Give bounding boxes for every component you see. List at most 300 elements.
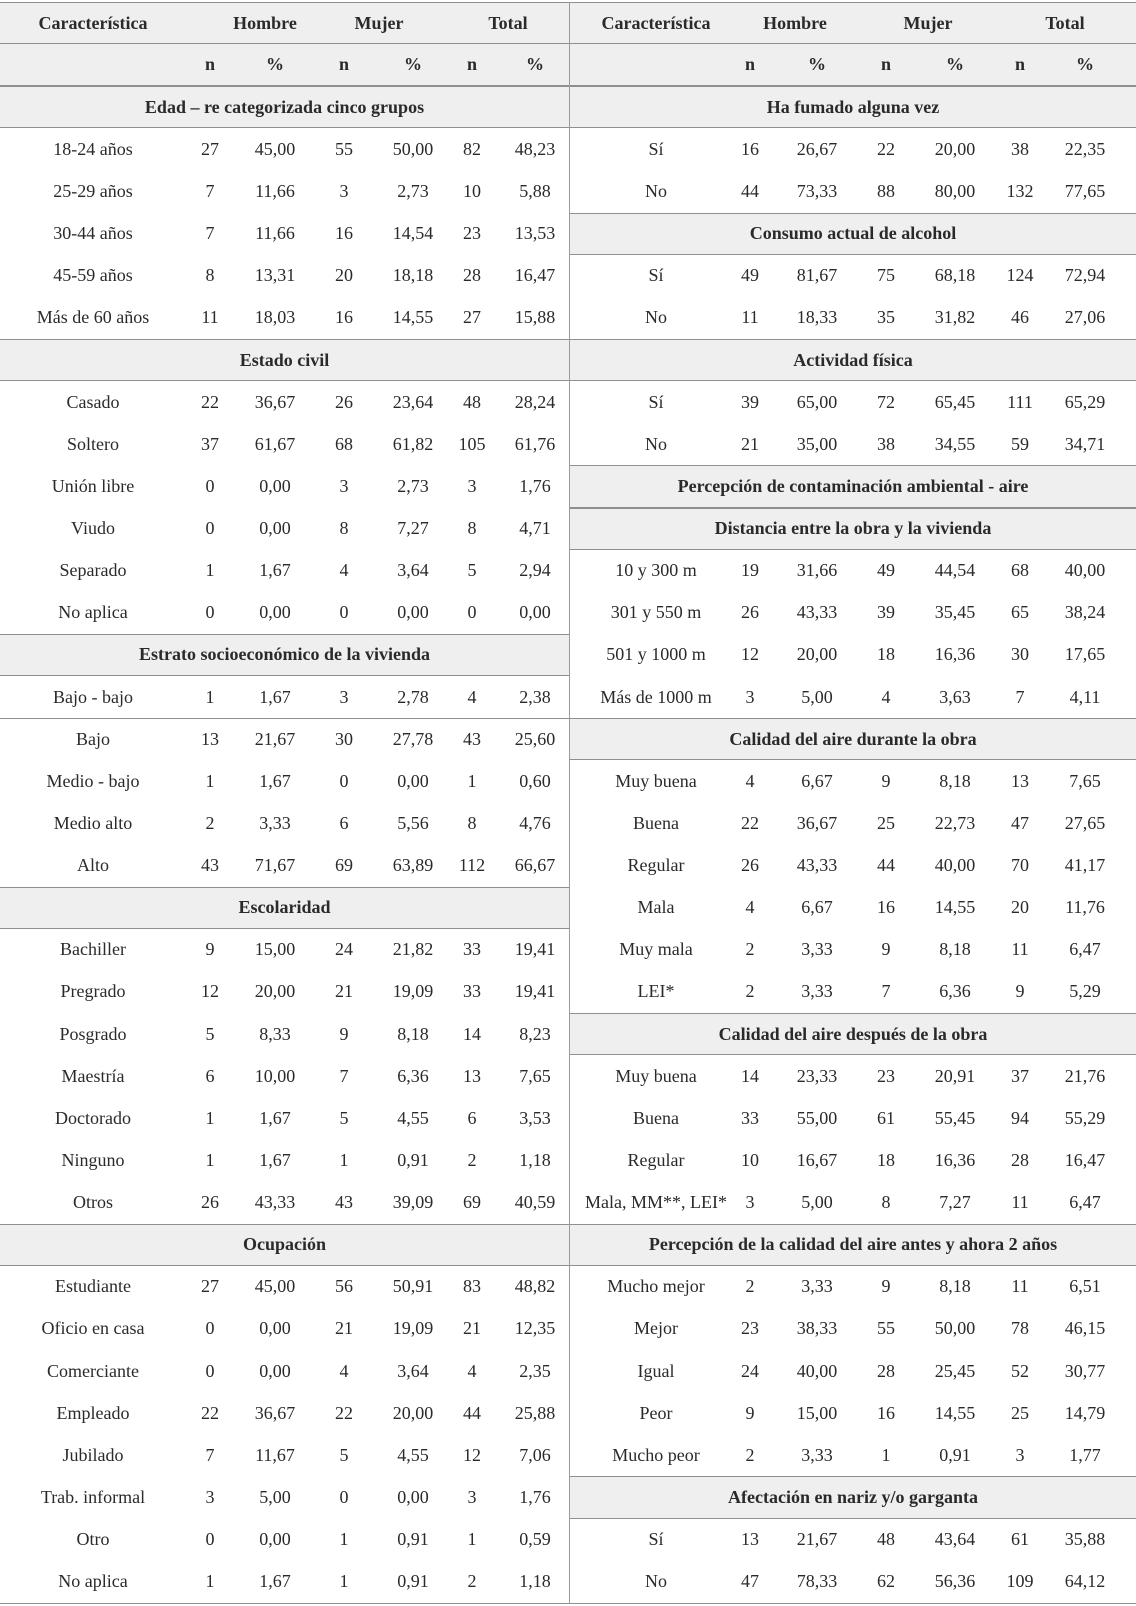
total-n: 82 xyxy=(463,138,481,159)
men-percent: 3,33 xyxy=(801,1276,833,1297)
men-n: 8 xyxy=(205,265,215,286)
women-n: 62 xyxy=(877,1571,895,1592)
men-n: 47 xyxy=(741,1571,759,1592)
women-n: 8 xyxy=(339,518,349,539)
total-percent: 2,94 xyxy=(519,560,551,581)
row-label: Soltero xyxy=(67,433,119,454)
row-label: Regular xyxy=(627,1149,685,1170)
total-percent: 72,94 xyxy=(1064,265,1106,286)
total-percent: 25,88 xyxy=(514,1402,556,1423)
table-row xyxy=(0,465,569,507)
women-n: 22 xyxy=(335,1402,353,1423)
total-percent: 11,76 xyxy=(1065,897,1105,918)
table-row xyxy=(570,1434,1136,1476)
men-percent: 36,67 xyxy=(254,391,296,412)
men-n: 2 xyxy=(745,1276,755,1297)
total-n: 23 xyxy=(463,223,481,244)
row-label: Otros xyxy=(73,1192,113,1213)
header-row-units xyxy=(0,44,569,86)
header-characteristic: Característica xyxy=(38,12,148,33)
total-n: 14 xyxy=(463,1023,481,1044)
men-n: 7 xyxy=(205,1444,215,1465)
men-percent: 45,00 xyxy=(254,1276,296,1297)
total-n: 65 xyxy=(1011,602,1029,623)
women-n: 44 xyxy=(877,855,895,876)
total-n: 0 xyxy=(467,602,477,623)
women-percent: 0,91 xyxy=(397,1571,429,1592)
header-men: Hombre xyxy=(763,12,827,33)
table-row xyxy=(0,550,569,592)
men-n: 49 xyxy=(741,265,759,286)
row-label: Buena xyxy=(633,812,679,833)
women-n: 16 xyxy=(877,897,895,918)
men-n: 9 xyxy=(745,1402,755,1423)
table-row xyxy=(0,1266,569,1308)
women-percent: 65,45 xyxy=(934,391,976,412)
header-n: n xyxy=(338,54,349,75)
men-percent: 8,33 xyxy=(259,1023,291,1044)
table-row xyxy=(0,423,569,465)
header-percent: % xyxy=(1076,54,1094,75)
row-label: Más de 1000 m xyxy=(600,686,712,707)
section-title-text: Percepción de contaminación ambiental - aire xyxy=(677,475,1029,496)
total-n: 13 xyxy=(463,1065,481,1086)
table-row xyxy=(570,255,1136,297)
men-percent: 1,67 xyxy=(259,560,291,581)
men-percent: 73,33 xyxy=(796,181,838,202)
men-n: 19 xyxy=(741,560,759,581)
table-row xyxy=(0,213,569,255)
section-title-text: Distancia entre la obra y la vivienda xyxy=(714,518,992,539)
table-row xyxy=(570,1182,1136,1224)
women-percent: 27,78 xyxy=(392,729,434,750)
men-percent: 5,00 xyxy=(801,1192,833,1213)
total-percent: 12,35 xyxy=(514,1318,556,1339)
men-percent: 21,67 xyxy=(796,1529,838,1550)
table-row xyxy=(0,1013,569,1055)
total-percent: 27,65 xyxy=(1064,812,1106,833)
row-label: Estudiante xyxy=(55,1276,131,1297)
total-n: 7 xyxy=(1015,686,1025,707)
total-percent: 1,76 xyxy=(519,1486,551,1507)
men-n: 1 xyxy=(205,560,215,581)
men-n: 12 xyxy=(201,981,219,1002)
row-label: Mejor xyxy=(634,1318,678,1339)
women-percent: 44,54 xyxy=(934,560,976,581)
men-percent: 3,33 xyxy=(801,939,833,960)
men-n: 0 xyxy=(205,1360,215,1381)
women-n: 9 xyxy=(339,1023,349,1044)
women-n: 5 xyxy=(339,1107,349,1128)
header-n: n xyxy=(1014,54,1025,75)
header-percent: % xyxy=(946,54,964,75)
women-n: 3 xyxy=(339,686,349,707)
women-percent: 7,27 xyxy=(397,518,429,539)
women-n: 18 xyxy=(877,1149,895,1170)
total-percent: 61,76 xyxy=(514,433,556,454)
men-n: 1 xyxy=(205,770,215,791)
women-percent: 6,36 xyxy=(397,1065,429,1086)
women-n: 38 xyxy=(877,433,895,454)
total-n: 8 xyxy=(467,812,477,833)
women-percent: 16,36 xyxy=(934,644,976,665)
women-n: 7 xyxy=(339,1065,349,1086)
men-n: 23 xyxy=(741,1318,759,1339)
women-n: 21 xyxy=(335,1318,353,1339)
men-percent: 23,33 xyxy=(796,1065,838,1086)
table-row xyxy=(0,297,569,339)
women-n: 1 xyxy=(339,1149,349,1170)
section-title xyxy=(570,86,1136,128)
women-percent: 3,64 xyxy=(397,560,429,581)
row-label: Peor xyxy=(639,1402,673,1423)
men-n: 3 xyxy=(205,1486,215,1507)
table-row xyxy=(0,1182,569,1224)
men-n: 9 xyxy=(205,939,215,960)
women-n: 16 xyxy=(335,307,353,328)
row-label: Buena xyxy=(633,1107,679,1128)
table-row xyxy=(0,381,569,423)
women-percent: 6,36 xyxy=(939,981,971,1002)
total-n: 3 xyxy=(467,1486,477,1507)
row-label: LEI* xyxy=(637,981,675,1002)
table-row xyxy=(0,1561,569,1603)
total-percent: 65,29 xyxy=(1064,391,1106,412)
total-n: 21 xyxy=(463,1318,481,1339)
women-percent: 35,45 xyxy=(934,602,976,623)
table-row xyxy=(570,592,1136,634)
row-label: Pregrado xyxy=(60,981,126,1002)
table-row xyxy=(0,1434,569,1476)
section-title xyxy=(0,634,569,676)
men-n: 24 xyxy=(741,1360,759,1381)
row-label: No aplica xyxy=(58,602,128,623)
total-n: 30 xyxy=(1011,644,1029,665)
women-percent: 19,09 xyxy=(392,1318,434,1339)
men-percent: 31,66 xyxy=(796,560,838,581)
women-percent: 5,56 xyxy=(397,812,429,833)
men-percent: 3,33 xyxy=(801,981,833,1002)
row-label: Muy buena xyxy=(615,1065,697,1086)
total-n: 33 xyxy=(463,939,481,960)
men-percent: 0,00 xyxy=(259,602,291,623)
women-percent: 25,45 xyxy=(934,1360,976,1381)
row-label: Muy buena xyxy=(615,770,697,791)
table-row xyxy=(570,1308,1136,1350)
table-row xyxy=(0,1097,569,1139)
women-n: 0 xyxy=(339,770,349,791)
men-n: 16 xyxy=(741,138,759,159)
men-percent: 11,66 xyxy=(255,181,295,202)
total-percent: 38,24 xyxy=(1064,602,1106,623)
women-percent: 20,00 xyxy=(934,138,976,159)
women-n: 1 xyxy=(339,1571,349,1592)
women-n: 4 xyxy=(339,560,349,581)
row-label: 18-24 años xyxy=(53,138,133,159)
total-percent: 14,79 xyxy=(1064,1402,1106,1423)
men-n: 4 xyxy=(745,897,755,918)
women-percent: 14,54 xyxy=(392,223,434,244)
total-n: 11 xyxy=(1011,1276,1029,1297)
header-n: n xyxy=(744,54,755,75)
table-row xyxy=(570,971,1136,1013)
women-percent: 23,64 xyxy=(392,391,434,412)
total-percent: 7,65 xyxy=(1069,770,1101,791)
total-n: 27 xyxy=(463,307,481,328)
total-percent: 6,47 xyxy=(1069,1192,1101,1213)
section-title xyxy=(0,1224,569,1266)
section-title-text: Edad – re categorizada cinco grupos xyxy=(144,96,425,117)
row-label: Igual xyxy=(637,1360,675,1381)
row-label: No xyxy=(645,307,667,328)
women-n: 3 xyxy=(339,475,349,496)
section-title xyxy=(570,1476,1136,1518)
row-label: 30-44 años xyxy=(53,223,133,244)
men-n: 2 xyxy=(745,939,755,960)
men-percent: 3,33 xyxy=(801,1444,833,1465)
total-percent: 0,60 xyxy=(519,770,551,791)
table-row xyxy=(570,381,1136,423)
women-n: 35 xyxy=(877,307,895,328)
total-percent: 4,76 xyxy=(519,812,551,833)
table-row xyxy=(570,845,1136,887)
women-n: 3 xyxy=(339,181,349,202)
header-n: n xyxy=(204,54,215,75)
women-percent: 0,00 xyxy=(397,1486,429,1507)
total-n: 11 xyxy=(1011,1192,1029,1213)
total-n: 5 xyxy=(467,560,477,581)
row-label: Otro xyxy=(76,1529,110,1550)
women-n: 9 xyxy=(881,770,891,791)
women-n: 21 xyxy=(335,981,353,1002)
women-n: 16 xyxy=(877,1402,895,1423)
total-percent: 25,60 xyxy=(514,729,556,750)
men-n: 1 xyxy=(205,686,215,707)
total-n: 38 xyxy=(1011,138,1029,159)
women-n: 0 xyxy=(339,602,349,623)
section-title xyxy=(570,465,1136,507)
header-percent: % xyxy=(404,54,422,75)
women-percent: 55,45 xyxy=(934,1107,976,1128)
women-percent: 40,00 xyxy=(934,855,976,876)
men-percent: 45,00 xyxy=(254,138,296,159)
women-n: 24 xyxy=(335,939,353,960)
row-label: Jubilado xyxy=(62,1444,124,1465)
women-percent: 68,18 xyxy=(934,265,976,286)
men-percent: 43,33 xyxy=(796,602,838,623)
row-label: No aplica xyxy=(58,1571,128,1592)
row-label: Separado xyxy=(59,560,127,581)
men-n: 43 xyxy=(201,855,219,876)
table-row xyxy=(0,929,569,971)
total-n: 3 xyxy=(1015,1444,1025,1465)
total-percent: 6,47 xyxy=(1069,939,1101,960)
total-percent: 64,12 xyxy=(1064,1571,1106,1592)
row-label: Mala xyxy=(637,897,675,918)
section-title xyxy=(0,339,569,381)
women-percent: 50,91 xyxy=(392,1276,434,1297)
total-percent: 0,59 xyxy=(519,1529,551,1550)
total-percent: 15,88 xyxy=(514,307,556,328)
header-n: n xyxy=(880,54,891,75)
men-n: 22 xyxy=(741,812,759,833)
total-n: 47 xyxy=(1011,812,1029,833)
table-row xyxy=(570,1519,1136,1561)
total-n: 94 xyxy=(1011,1107,1029,1128)
header-characteristic: Característica xyxy=(601,12,711,33)
table-row xyxy=(0,1350,569,1392)
total-percent: 3,53 xyxy=(519,1107,551,1128)
total-percent: 5,88 xyxy=(519,181,551,202)
men-percent: 43,33 xyxy=(796,855,838,876)
section-title xyxy=(570,718,1136,760)
men-percent: 6,67 xyxy=(801,770,833,791)
total-percent: 1,18 xyxy=(519,1571,551,1592)
total-n: 105 xyxy=(458,433,486,454)
women-n: 6 xyxy=(339,812,349,833)
women-n: 26 xyxy=(335,391,353,412)
men-n: 37 xyxy=(201,433,219,454)
men-n: 1 xyxy=(205,1107,215,1128)
table-row xyxy=(570,1266,1136,1308)
total-n: 59 xyxy=(1011,433,1029,454)
table-row xyxy=(0,1392,569,1434)
men-percent: 0,00 xyxy=(259,1318,291,1339)
men-percent: 71,67 xyxy=(254,855,296,876)
women-percent: 2,73 xyxy=(397,475,429,496)
total-percent: 19,41 xyxy=(514,981,556,1002)
table-row xyxy=(570,760,1136,802)
left-table-panel xyxy=(0,2,570,1603)
women-percent: 31,82 xyxy=(934,307,976,328)
men-percent: 1,67 xyxy=(259,1571,291,1592)
section-title-text: Escolaridad xyxy=(238,897,331,918)
section-title xyxy=(0,887,569,929)
men-percent: 15,00 xyxy=(796,1402,838,1423)
men-percent: 11,66 xyxy=(255,223,295,244)
women-n: 43 xyxy=(335,1192,353,1213)
section-title xyxy=(570,339,1136,381)
men-percent: 35,00 xyxy=(796,433,838,454)
women-percent: 34,55 xyxy=(934,433,976,454)
men-percent: 16,67 xyxy=(796,1149,838,1170)
total-n: 3 xyxy=(467,475,477,496)
total-n: 12 xyxy=(463,1444,481,1465)
women-n: 48 xyxy=(877,1529,895,1550)
women-percent: 43,64 xyxy=(934,1529,976,1550)
women-n: 23 xyxy=(877,1065,895,1086)
total-n: 25 xyxy=(1011,1402,1029,1423)
total-percent: 8,23 xyxy=(519,1023,551,1044)
total-n: 8 xyxy=(467,518,477,539)
row-label: Sí xyxy=(648,391,664,412)
row-label: Sí xyxy=(648,138,664,159)
men-n: 0 xyxy=(205,602,215,623)
women-percent: 0,91 xyxy=(397,1149,429,1170)
men-n: 26 xyxy=(201,1192,219,1213)
women-percent: 0,00 xyxy=(397,602,429,623)
women-percent: 61,82 xyxy=(392,433,434,454)
section-title xyxy=(570,508,1136,550)
men-percent: 11,67 xyxy=(255,1444,295,1465)
section-title-text: Actividad física xyxy=(793,349,913,370)
total-n: 69 xyxy=(463,1192,481,1213)
men-percent: 20,00 xyxy=(254,981,296,1002)
total-percent: 6,51 xyxy=(1069,1276,1101,1297)
men-n: 3 xyxy=(745,1192,755,1213)
row-label: Medio alto xyxy=(53,812,133,833)
table-bottom-rule xyxy=(0,1603,1136,1604)
table-row xyxy=(0,1139,569,1181)
section-title-text: Afectación en nariz y/o garganta xyxy=(728,1486,978,1507)
table-row xyxy=(570,887,1136,929)
men-n: 1 xyxy=(205,1571,215,1592)
row-label: Mucho peor xyxy=(612,1444,700,1465)
men-n: 0 xyxy=(205,1318,215,1339)
row-label: Mala, MM**, LEI* xyxy=(585,1192,727,1213)
row-label: 301 y 550 m xyxy=(610,602,702,623)
women-n: 8 xyxy=(881,1192,891,1213)
men-n: 0 xyxy=(205,518,215,539)
section-title-text: Ha fumado alguna vez xyxy=(766,96,940,117)
women-n: 4 xyxy=(339,1360,349,1381)
total-percent: 19,41 xyxy=(514,939,556,960)
table-row xyxy=(570,423,1136,465)
women-percent: 4,55 xyxy=(397,1107,429,1128)
row-label: Bajo xyxy=(76,729,110,750)
men-n: 27 xyxy=(201,1276,219,1297)
total-n: 28 xyxy=(463,265,481,286)
total-n: 2 xyxy=(467,1149,477,1170)
men-n: 39 xyxy=(741,391,759,412)
total-n: 70 xyxy=(1011,855,1029,876)
header-n: n xyxy=(466,54,477,75)
total-n: 52 xyxy=(1011,1360,1029,1381)
men-percent: 61,67 xyxy=(254,433,296,454)
women-n: 69 xyxy=(335,855,353,876)
table-row xyxy=(570,297,1136,339)
table-row xyxy=(0,760,569,802)
women-n: 55 xyxy=(335,138,353,159)
men-n: 0 xyxy=(205,1529,215,1550)
men-percent: 1,67 xyxy=(259,770,291,791)
men-percent: 78,33 xyxy=(796,1571,838,1592)
women-n: 88 xyxy=(877,181,895,202)
table-row xyxy=(570,1561,1136,1603)
row-label: Regular xyxy=(627,855,685,876)
women-percent: 8,18 xyxy=(397,1023,429,1044)
total-percent: 28,24 xyxy=(514,391,556,412)
total-n: 4 xyxy=(467,686,477,707)
section-title xyxy=(0,86,569,128)
women-n: 75 xyxy=(877,265,895,286)
men-percent: 0,00 xyxy=(259,518,291,539)
table-row xyxy=(570,1055,1136,1097)
women-percent: 21,82 xyxy=(392,939,434,960)
header-percent: % xyxy=(808,54,826,75)
women-n: 5 xyxy=(339,1444,349,1465)
header-women: Mujer xyxy=(903,12,953,33)
women-percent: 50,00 xyxy=(392,138,434,159)
women-n: 18 xyxy=(877,644,895,665)
total-percent: 7,06 xyxy=(519,1444,551,1465)
section-title-text: Calidad del aire después de la obra xyxy=(718,1023,988,1044)
total-percent: 46,15 xyxy=(1064,1318,1106,1339)
men-n: 27 xyxy=(201,138,219,159)
table-row xyxy=(0,802,569,844)
women-n: 56 xyxy=(335,1276,353,1297)
table-row xyxy=(570,550,1136,592)
